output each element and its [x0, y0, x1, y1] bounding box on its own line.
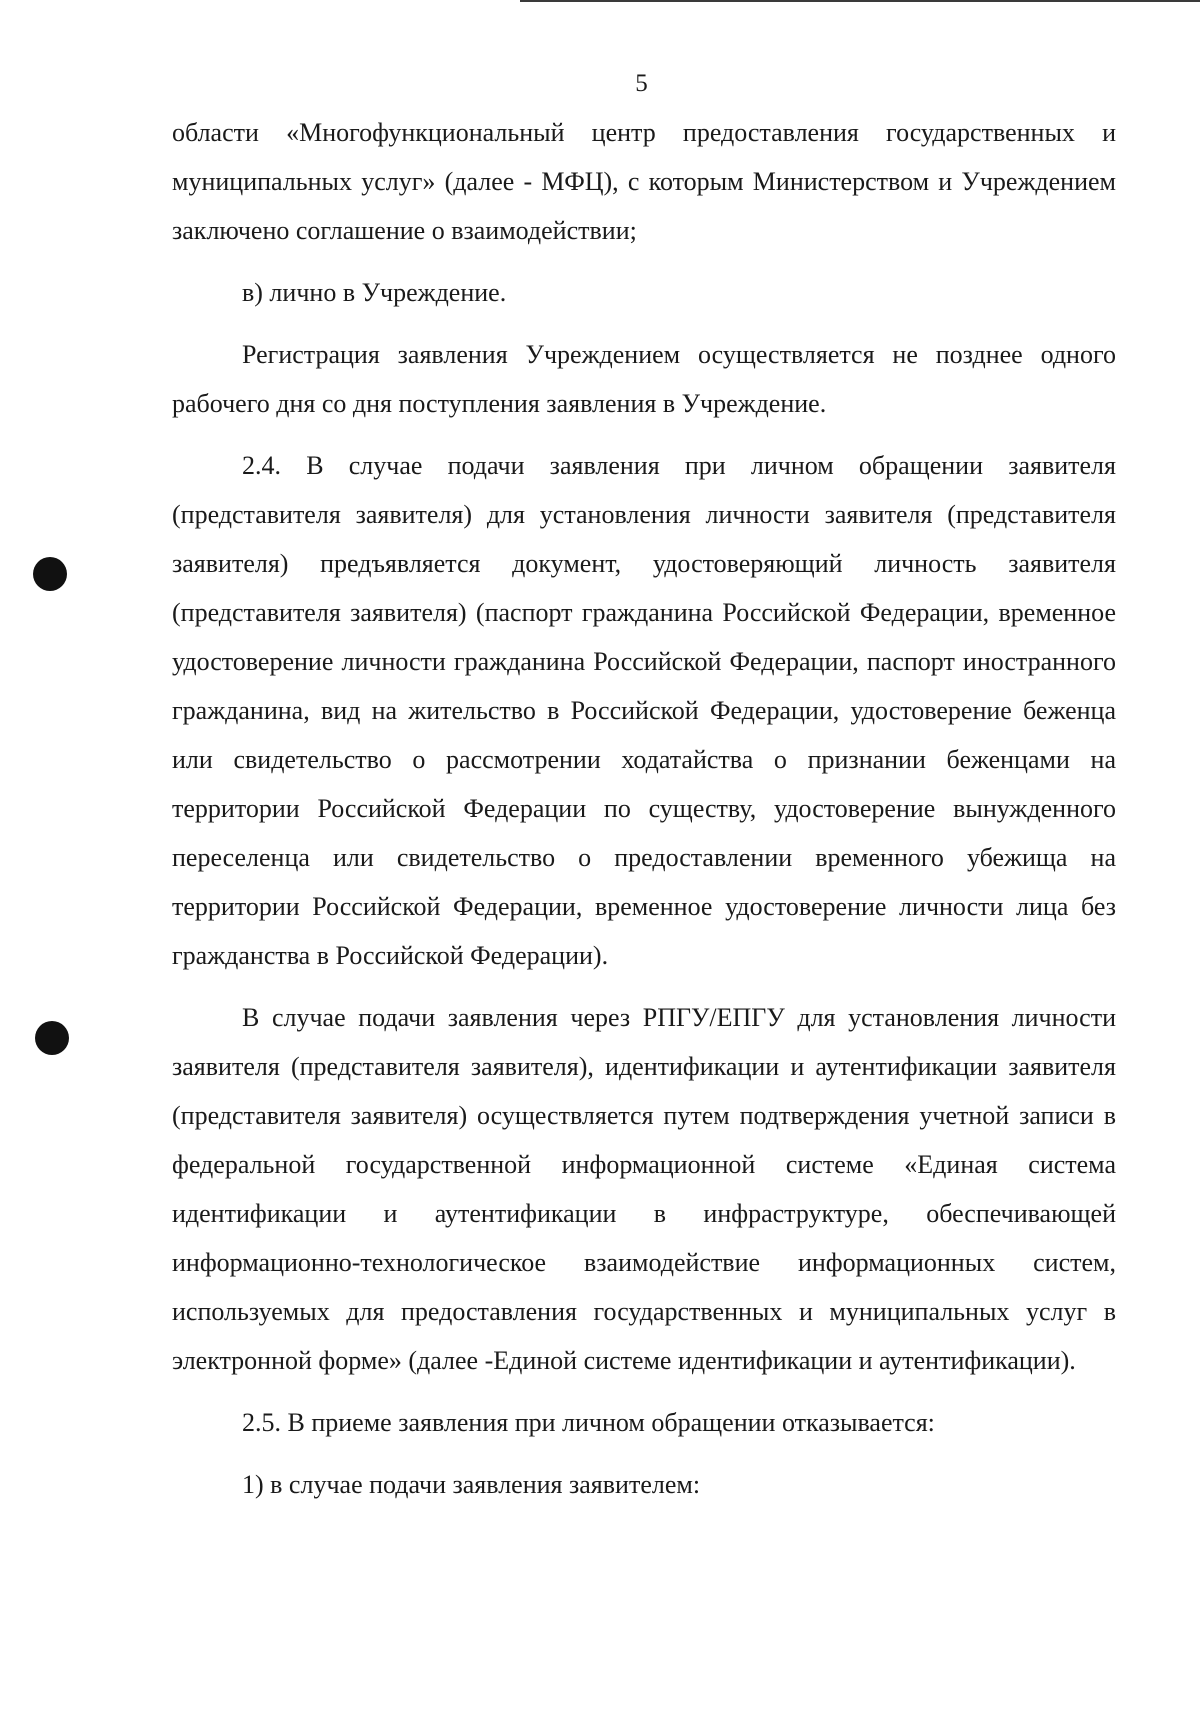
page-number: 5	[635, 70, 648, 97]
paragraph-clause-2-4: 2.4. В случае подачи заявления при личном обращении заявителя (представителя заявителя) для установления личности заявителя (представителя заявителя) предъявляется документ, удостоверяющий личность заявителя (представителя заявителя) (паспорт гражданина Российской Федерации, временное удостоверение личности гражданина Российской Федерации, паспорт иностранного гражданина, вид на жительство в Российской Федерации, удостоверение беженца или свидетельство о рассмотрении ходатайства о признании беженцами на территории Российской Федерации по существу, удостоверение вынужденного переселенца или свидетельство о предоставлении временного убежища на территории Российской Федерации, временное удостоверение личности лица без гражданства в Российской Федерации).	[172, 451, 1116, 970]
document-body	[172, 108, 1116, 1509]
punch-hole-icon	[33, 557, 67, 591]
paragraph-item-v: в) лично в Учреждение.	[242, 278, 507, 307]
paragraph-clause-2-5: 2.5. В приеме заявления при личном обращении отказывается:	[242, 1408, 935, 1437]
top-border-line	[520, 0, 1200, 2]
paragraph-registration: Регистрация заявления Учреждением осуществляется не позднее одного рабочего дня со дня поступления заявления в Учреждение.	[172, 340, 1116, 418]
punch-hole-icon	[35, 1021, 69, 1055]
paragraph-rpgu-epgu: В случае подачи заявления через РПГУ/ЕПГУ для установления личности заявителя (представителя заявителя), идентификации и аутентификации заявителя (представителя заявителя) осуществляется путем подтверждения учетной записи в федеральной государственной информационной системе «Единая система идентификации и аутентификации в инфраструктуре, обеспечивающей информационно-технологическое взаимодействие информационных систем, используемых для предоставления государственных и муниципальных услуг в электронной форме» (далее -Единой системе идентификации и аутентификации).	[172, 1003, 1116, 1375]
paragraph-continuation: области «Многофункциональный центр предоставления государственных и муниципальных услуг» (далее - МФЦ), с которым Министерством и Учреждением заключено соглашение о взаимодействии;	[172, 118, 1116, 245]
paragraph-item-1: 1) в случае подачи заявления заявителем:	[242, 1470, 701, 1499]
